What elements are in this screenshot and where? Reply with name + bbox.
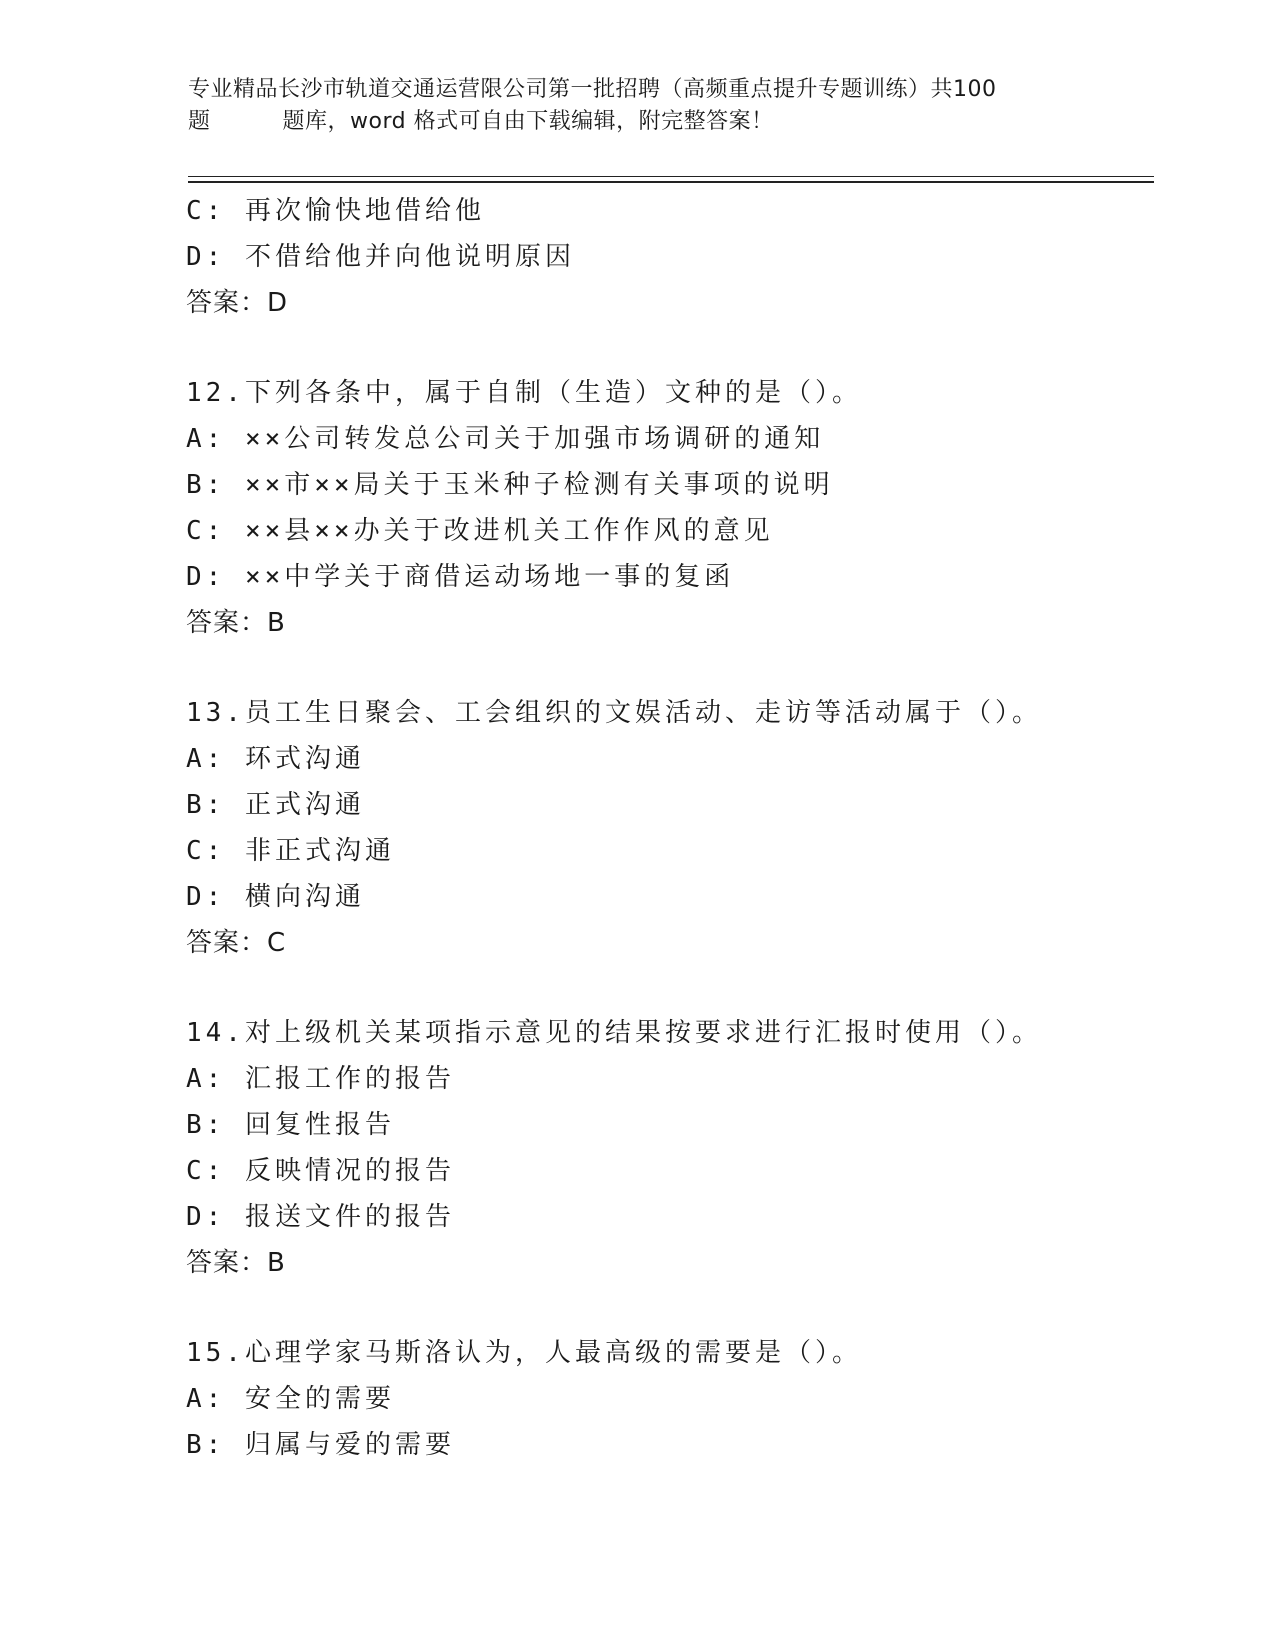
option-a: A: 汇报工作的报告 (186, 1064, 455, 1094)
answer-line: 答案：B (186, 1248, 286, 1278)
option-c: C: 非正式沟通 (186, 836, 395, 866)
option-c: C: ××县××办关于改进机关工作作风的意见 (186, 516, 774, 546)
option-b: B: 正式沟通 (186, 790, 365, 820)
option-d: D: 报送文件的报告 (186, 1202, 455, 1232)
option-a: A: 环式沟通 (186, 744, 365, 774)
question-block-13 (186, 690, 1146, 966)
question-text: 13.员工生日聚会、工会组织的文娱活动、走访等活动属于（）。 (186, 698, 1042, 728)
option-c: C: 再次愉快地借给他 (186, 196, 485, 226)
question-block-11 (186, 188, 1146, 326)
header-divider-thick (188, 181, 1154, 183)
option-d: D: 不借给他并向他说明原因 (186, 242, 575, 272)
question-text: 12.下列各条中，属于自制（生造）文种的是（）。 (186, 378, 862, 408)
option-c: C: 反映情况的报告 (186, 1156, 455, 1186)
question-block-15 (186, 1330, 1146, 1468)
option-b: B: ××市××局关于玉米种子检测有关事项的说明 (186, 470, 834, 500)
answer-line: 答案：D (186, 288, 289, 318)
header-title-line1: 专业精品长沙市轨道交通运营限公司第一批招聘（高频重点提升专题训练）共100 (188, 77, 997, 102)
question-block-14 (186, 1010, 1146, 1286)
option-d: D: 横向沟通 (186, 882, 365, 912)
option-b: B: 回复性报告 (186, 1110, 395, 1140)
answer-line: 答案：B (186, 608, 286, 638)
question-text: 15.心理学家马斯洛认为，人最高级的需要是（）。 (186, 1338, 862, 1368)
option-a: A: 安全的需要 (186, 1384, 395, 1414)
option-a: A: ××公司转发总公司关于加强市场调研的通知 (186, 424, 825, 454)
header-divider-thin (188, 176, 1154, 177)
question-block-12 (186, 370, 1146, 646)
header-title-line2-right: 题库，word 格式可自由下载编辑，附完整答案！ (282, 109, 774, 134)
header-title-line2-left: 题 (188, 109, 211, 134)
answer-line: 答案：C (186, 928, 287, 958)
option-b: B: 归属与爱的需要 (186, 1430, 455, 1460)
header-title-line2 (188, 106, 1088, 138)
page-header (188, 74, 1088, 138)
question-list (186, 188, 1146, 1468)
question-text: 14.对上级机关某项指示意见的结果按要求进行汇报时使用（）。 (186, 1018, 1042, 1048)
option-d: D: ××中学关于商借运动场地一事的复函 (186, 562, 735, 592)
